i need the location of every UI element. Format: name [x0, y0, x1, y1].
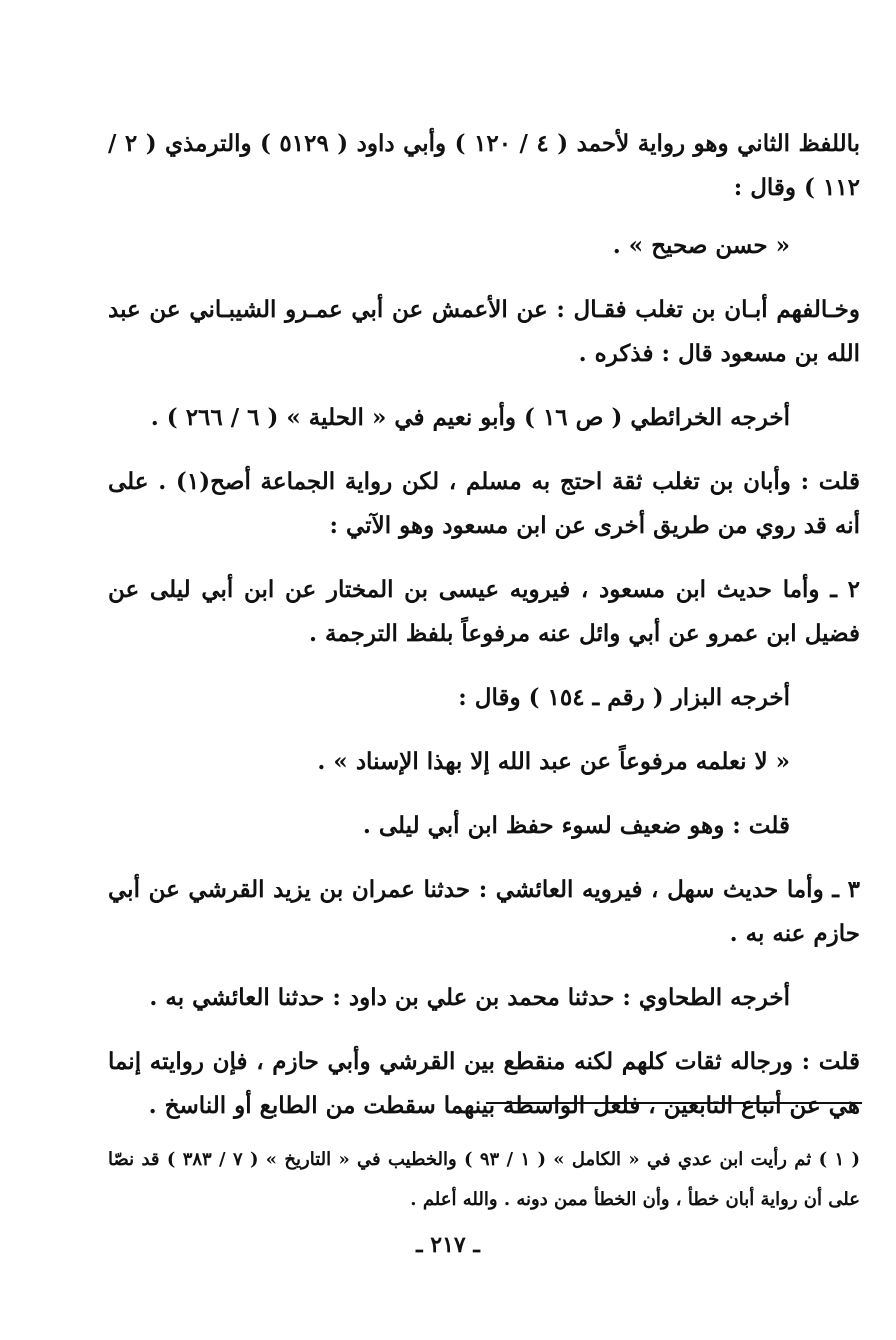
paragraph-1: باللفظ الثاني وهو رواية لأحمد ( ٤ / ١٢٠ ) وأبي داود ( ٥١٢٩ ) والترمذي ( ٢ / ١١٢ ) وقال : — [108, 130, 861, 201]
footnote: ( ١ ) ثم رأيت ابن عدي في « الكامل » ( ١ / ٩٣ ) والخطيب في « التاريخ » ( ٧ / ٣٨٣ ) قد نصّا على أن رواية أبان خطأ ، وأن الخطأ ممن دونه . والله أعلم . — [108, 1149, 860, 1210]
page-number: ـ ٢١٧ ـ — [416, 1232, 480, 1258]
paragraph-10-item-3: ٣ ـ وأما حديث سهل ، فيرويه العائشي : حدثنا عمران بن يزيد القرشي عن أبي حازم عنه به . — [108, 876, 860, 947]
paragraph-4: أخرجه الخرائطي ( ص ١٦ ) وأبو نعيم في « الحلية » ( ٦ / ٢٦٦ ) . — [150, 404, 790, 431]
paragraph-9: قلت : وهو ضعيف لسوء حفظ ابن أبي ليلى . — [362, 812, 790, 839]
paragraph-8-quote: « لا نعلمه مرفوعاً عن عبد الله إلا بهذا الإسناد » . — [317, 748, 790, 775]
paragraph-6-item-2: ٢ ـ وأما حديث ابن مسعود ، فيرويه عيسى بن المختار عن ابن أبي ليلى عن فضيل ابن عمرو عن أبي وائل عنه مرفوعاً بلفظ الترجمة . — [108, 576, 860, 647]
paragraph-12: قلت : ورجاله ثقات كلهم لكنه منقطع بين القرشي وأبي حازم ، فإن روايته إنما هي عن أتباع التابعين ، فلعل الواسطة بينهما سقطت من الطابع أو الناسخ . — [108, 1048, 860, 1119]
paragraph-5: قلت : وأبان بن تغلب ثقة احتج به مسلم ، لكن رواية الجماعة أصح(١) . على أنه قد روي من طريق أخرى عن ابن مسعود وهو الآتي : — [108, 468, 860, 539]
paragraph-11: أخرجه الطحاوي : حدثنا محمد بن علي بن داود : حدثنا العائشي به . — [149, 984, 790, 1011]
footnote-divider — [486, 1102, 862, 1104]
main-text — [108, 122, 860, 1148]
paragraph-7: أخرجه البزار ( رقم ـ ١٥٤ ) وقال : — [458, 684, 790, 711]
paragraph-3: وخـالفهم أبـان بن تغلب فقـال : عن الأعمش عن أبي عمـرو الشيبـاني عن عبد الله بن مسعود قال : فذكره . — [108, 296, 860, 367]
paragraph-2-quote: « حسن صحيح » . — [612, 232, 790, 259]
